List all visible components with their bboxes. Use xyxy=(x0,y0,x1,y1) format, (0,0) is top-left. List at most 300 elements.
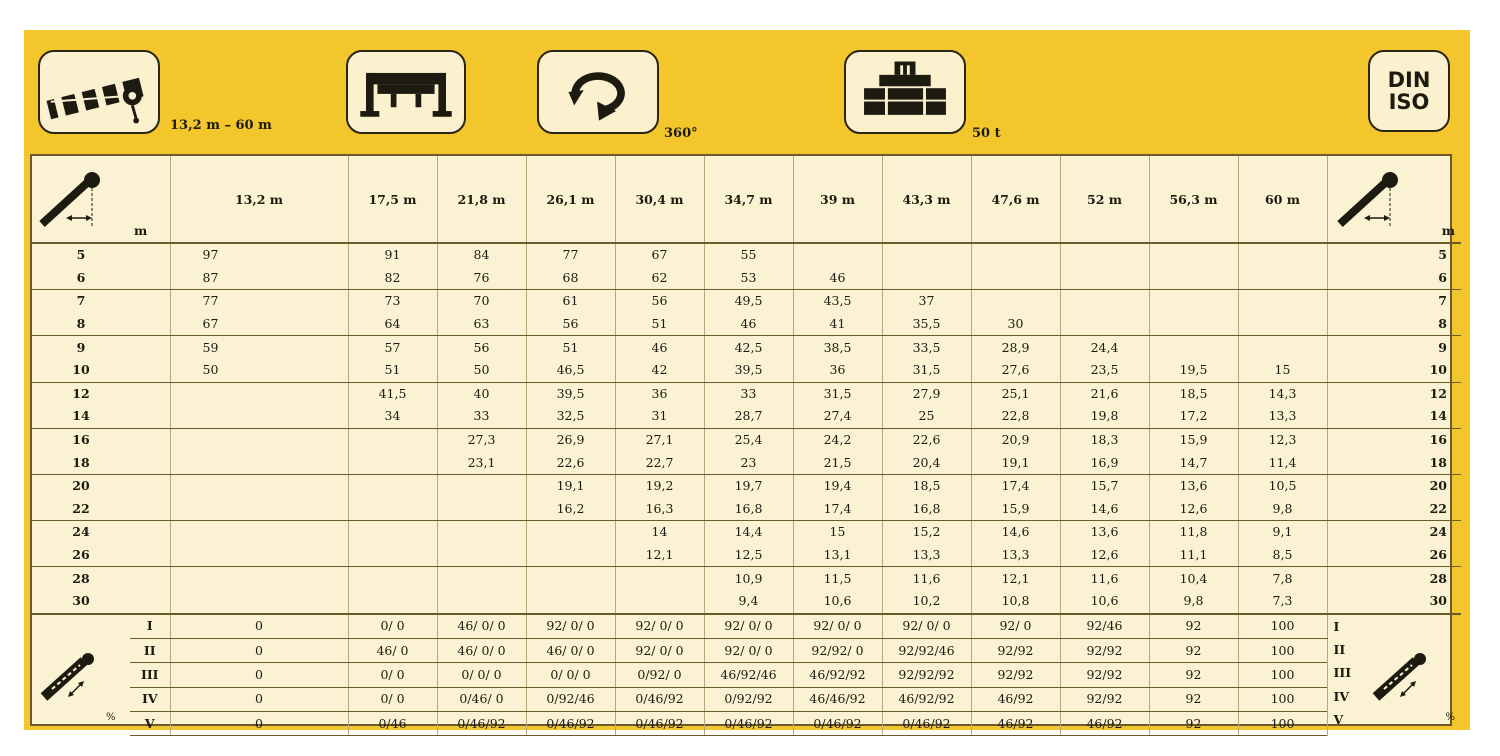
load-value-cell xyxy=(437,544,526,567)
load-value-cell: 17,2 xyxy=(1149,405,1238,428)
load-value-cell: 76 xyxy=(437,267,526,290)
load-value-cell: 14,6 xyxy=(971,521,1060,544)
telescoping-value-cell: 46/92 xyxy=(1060,712,1149,736)
boom-length-header: 21,8 m xyxy=(437,156,526,243)
load-value-cell: 11,1 xyxy=(1149,544,1238,567)
load-value-cell: 13,3 xyxy=(971,544,1060,567)
load-value-cell: 15,9 xyxy=(1149,428,1238,451)
load-value-cell: 10,8 xyxy=(971,590,1060,614)
load-value-cell: 11,6 xyxy=(882,567,971,590)
telescoping-value-cell: 46/ 0/ 0 xyxy=(437,614,526,639)
load-value-cell xyxy=(526,590,615,614)
load-value-cell xyxy=(170,544,348,567)
load-value-cell: 42,5 xyxy=(704,336,793,359)
telescoping-value-cell: 0 xyxy=(170,663,348,687)
load-value-cell: 22,6 xyxy=(882,428,971,451)
load-value-cell: 46 xyxy=(704,313,793,336)
load-value-cell xyxy=(1238,336,1327,359)
load-value-cell: 24,2 xyxy=(793,428,882,451)
telescoping-value-cell: 46/92 xyxy=(971,712,1060,736)
load-value-cell: 11,5 xyxy=(793,567,882,590)
boom-length-header: 26,1 m xyxy=(526,156,615,243)
load-row xyxy=(32,405,1461,428)
load-value-cell: 50 xyxy=(437,359,526,382)
load-value-cell: 13,3 xyxy=(882,544,971,567)
telescoping-value-cell: 0 xyxy=(170,614,348,639)
radius-cell-right: 7 xyxy=(1327,290,1461,313)
telescoping-value-cell: 100 xyxy=(1238,614,1327,639)
load-value-cell: 36 xyxy=(793,359,882,382)
load-row xyxy=(32,267,1461,290)
telescoping-value-cell: 92/ 0/ 0 xyxy=(615,638,704,662)
load-value-cell xyxy=(348,474,437,497)
boom-length-header: 34,7 m xyxy=(704,156,793,243)
load-value-cell: 9,1 xyxy=(1238,521,1327,544)
load-value-cell: 20,9 xyxy=(971,428,1060,451)
radius-column-header-right xyxy=(1327,156,1461,243)
load-value-cell: 16,2 xyxy=(526,498,615,521)
load-value-cell: 21,6 xyxy=(1060,382,1149,405)
iso-text: ISO xyxy=(1388,90,1430,114)
load-value-cell xyxy=(170,590,348,614)
load-value-cell xyxy=(1149,336,1238,359)
load-value-cell: 56 xyxy=(526,313,615,336)
load-value-cell: 18,5 xyxy=(1149,382,1238,405)
load-value-cell: 13,6 xyxy=(1149,474,1238,497)
telescoping-value-cell: 92/ 0/ 0 xyxy=(615,614,704,639)
radius-cell-right: 18 xyxy=(1327,451,1461,474)
load-value-cell: 12,5 xyxy=(704,544,793,567)
load-value-cell: 68 xyxy=(526,267,615,290)
telescoping-row xyxy=(32,712,1461,736)
load-value-cell: 57 xyxy=(348,336,437,359)
spacer-cell xyxy=(130,590,170,614)
telescope-stage-label-right: II xyxy=(1333,641,1346,657)
load-value-cell xyxy=(882,267,971,290)
load-value-cell: 19,1 xyxy=(526,474,615,497)
load-value-cell: 12,1 xyxy=(615,544,704,567)
load-value-cell: 23 xyxy=(704,451,793,474)
load-value-cell: 40 xyxy=(437,382,526,405)
load-value-cell: 7,3 xyxy=(1238,590,1327,614)
radius-cell: 24 xyxy=(72,524,90,540)
radius-cell: 12 xyxy=(72,385,90,401)
telescope-stage-label-right: III xyxy=(1333,665,1352,681)
load-value-cell xyxy=(437,567,526,590)
boom-length-header: 60 m xyxy=(1238,156,1327,243)
load-value-cell xyxy=(971,290,1060,313)
load-value-cell xyxy=(1149,313,1238,336)
load-value-cell: 16,8 xyxy=(704,498,793,521)
telescoping-value-cell: 92/92/92 xyxy=(882,663,971,687)
load-value-cell: 14,3 xyxy=(1238,382,1327,405)
spacer-cell xyxy=(130,428,170,451)
spacer-cell xyxy=(130,567,170,590)
radius-unit-label: m xyxy=(134,223,148,238)
load-row xyxy=(32,243,1461,267)
spacer-cell xyxy=(130,474,170,497)
telescoping-value-cell: 0/46/92 xyxy=(704,712,793,736)
load-chart xyxy=(24,30,1470,730)
spacer-cell xyxy=(130,243,170,267)
load-value-cell: 63 xyxy=(437,313,526,336)
load-row xyxy=(32,382,1461,405)
load-value-cell: 28,7 xyxy=(704,405,793,428)
telescoping-value-cell: 0 xyxy=(170,712,348,736)
load-value-cell xyxy=(1060,243,1149,267)
boom-length-header: 17,5 m xyxy=(348,156,437,243)
telescoping-value-cell: 92/46 xyxy=(1060,614,1149,639)
telescoping-row xyxy=(32,638,1461,662)
load-value-cell: 15 xyxy=(793,521,882,544)
radius-cell: 26 xyxy=(32,544,130,567)
load-value-cell: 43,5 xyxy=(793,290,882,313)
load-value-cell: 21,5 xyxy=(793,451,882,474)
load-value-cell xyxy=(1149,243,1238,267)
load-value-cell: 15,9 xyxy=(971,498,1060,521)
radius-cell-right: 26 xyxy=(1327,544,1461,567)
load-value-cell: 12,1 xyxy=(971,567,1060,590)
load-value-cell: 22,6 xyxy=(526,451,615,474)
load-value-cell: 14,4 xyxy=(704,521,793,544)
radius-cell-right: 14 xyxy=(1327,405,1461,428)
telescoping-value-cell: 92/ 0/ 0 xyxy=(793,614,882,639)
load-value-cell: 31,5 xyxy=(882,359,971,382)
load-value-cell: 19,1 xyxy=(971,451,1060,474)
radius-cell-right: 6 xyxy=(1327,267,1461,290)
load-value-cell: 46,5 xyxy=(526,359,615,382)
boom-length-header: 13,2 m xyxy=(170,156,348,243)
load-value-cell: 11,4 xyxy=(1238,451,1327,474)
load-value-cell xyxy=(348,428,437,451)
load-value-cell: 9,8 xyxy=(1149,590,1238,614)
telescoping-value-cell: 0/ 0/ 0 xyxy=(437,663,526,687)
load-chart-table-panel xyxy=(30,154,1455,731)
load-value-cell xyxy=(348,567,437,590)
load-value-cell: 17,4 xyxy=(793,498,882,521)
slewing-angle: 360° xyxy=(664,126,698,141)
telescoping-icon-cell-right xyxy=(1327,614,1461,736)
load-value-cell: 8,5 xyxy=(1238,544,1327,567)
load-value-cell: 39,5 xyxy=(704,359,793,382)
radius-cell: 8 xyxy=(32,313,130,336)
telescoping-value-cell: 92 xyxy=(1149,687,1238,711)
telescoping-value-cell: 100 xyxy=(1238,663,1327,687)
load-value-cell: 19,4 xyxy=(793,474,882,497)
telescoping-value-cell: 46/ 0 xyxy=(348,638,437,662)
load-value-cell: 9,8 xyxy=(1238,498,1327,521)
load-value-cell: 37 xyxy=(882,290,971,313)
telescoping-value-cell: 46/ 0/ 0 xyxy=(437,638,526,662)
radius-column-header xyxy=(32,156,170,243)
load-value-cell: 67 xyxy=(615,243,704,267)
spacer-cell xyxy=(130,382,170,405)
load-value-cell: 70 xyxy=(437,290,526,313)
load-row xyxy=(32,474,1461,497)
load-row xyxy=(32,521,1461,544)
load-value-cell: 19,7 xyxy=(704,474,793,497)
telescoping-value-cell: 0/92/92 xyxy=(704,687,793,711)
telescoping-value-cell: 0 xyxy=(170,638,348,662)
din-text: DIN xyxy=(1387,68,1431,92)
load-value-cell: 12,3 xyxy=(1238,428,1327,451)
load-value-cell xyxy=(882,243,971,267)
telescoping-row xyxy=(32,687,1461,711)
load-value-cell: 35,5 xyxy=(882,313,971,336)
spacer-cell xyxy=(130,336,170,359)
load-value-cell xyxy=(348,521,437,544)
load-value-cell: 10,2 xyxy=(882,590,971,614)
radius-cell: 14 xyxy=(32,405,130,428)
load-value-cell: 39,5 xyxy=(526,382,615,405)
load-value-cell: 97 xyxy=(170,243,348,267)
load-value-cell: 51 xyxy=(348,359,437,382)
boom-length-header: 47,6 m xyxy=(971,156,1060,243)
load-value-cell xyxy=(1238,313,1327,336)
telescoping-value-cell: 92 xyxy=(1149,638,1238,662)
radius-cell: 10 xyxy=(32,359,130,382)
load-value-cell: 84 xyxy=(437,243,526,267)
load-value-cell xyxy=(1149,290,1238,313)
boom-radius-icon xyxy=(38,168,108,231)
load-value-cell: 22,7 xyxy=(615,451,704,474)
telescoping-value-cell: 92 xyxy=(1149,614,1238,639)
load-value-cell: 20,4 xyxy=(882,451,971,474)
telescope-stage-label-right: V xyxy=(1333,712,1344,728)
load-value-cell: 77 xyxy=(170,290,348,313)
telescoping-value-cell: 0/ 0 xyxy=(348,687,437,711)
load-value-cell xyxy=(170,521,348,544)
spacer-cell xyxy=(130,359,170,382)
load-value-cell: 34 xyxy=(348,405,437,428)
load-value-cell: 62 xyxy=(615,267,704,290)
load-value-cell: 33 xyxy=(704,382,793,405)
load-value-cell: 15 xyxy=(1238,359,1327,382)
load-value-cell: 10,5 xyxy=(1238,474,1327,497)
load-value-cell: 31,5 xyxy=(793,382,882,405)
radius-cell-right: 8 xyxy=(1327,313,1461,336)
load-value-cell xyxy=(1060,290,1149,313)
load-value-cell: 36 xyxy=(615,382,704,405)
spacer-cell xyxy=(130,451,170,474)
telescoping-value-cell: 92/ 0/ 0 xyxy=(882,614,971,639)
boom-length-header: 39 m xyxy=(793,156,882,243)
telescoping-value-cell: 92/92 xyxy=(1060,687,1149,711)
radius-cell: 20 xyxy=(72,478,90,494)
load-value-cell: 13,1 xyxy=(793,544,882,567)
load-value-cell: 12,6 xyxy=(1060,544,1149,567)
radius-cell: 6 xyxy=(32,267,130,290)
load-value-cell: 51 xyxy=(615,313,704,336)
load-value-cell: 10,6 xyxy=(1060,590,1149,614)
load-row xyxy=(32,567,1461,590)
telescoping-value-cell: 92/92/46 xyxy=(882,638,971,662)
load-value-cell xyxy=(348,451,437,474)
load-row xyxy=(32,544,1461,567)
load-value-cell: 27,6 xyxy=(971,359,1060,382)
load-value-cell xyxy=(971,243,1060,267)
telescope-stage-label: II xyxy=(130,638,170,662)
load-value-cell xyxy=(170,567,348,590)
load-row xyxy=(32,451,1461,474)
load-value-cell: 7,8 xyxy=(1238,567,1327,590)
telescoping-value-cell: 46/92/92 xyxy=(882,687,971,711)
load-value-cell: 23,1 xyxy=(437,451,526,474)
load-value-cell: 23,5 xyxy=(1060,359,1149,382)
load-value-cell: 64 xyxy=(348,313,437,336)
telescoping-value-cell: 92/ 0 xyxy=(971,614,1060,639)
radius-cell-right: 30 xyxy=(1327,590,1461,614)
telescoping-value-cell: 92/ 0/ 0 xyxy=(704,638,793,662)
load-value-cell: 10,6 xyxy=(793,590,882,614)
telescoping-value-cell: 0/ 0/ 0 xyxy=(526,663,615,687)
radius-cell-right: 10 xyxy=(1327,359,1461,382)
load-value-cell: 41,5 xyxy=(348,382,437,405)
load-value-cell: 11,8 xyxy=(1149,521,1238,544)
telescoping-value-cell: 92/92 xyxy=(1060,638,1149,662)
telescopic-boom-icon xyxy=(38,50,160,134)
telescoping-value-cell: 0/46/92 xyxy=(526,712,615,736)
radius-unit-label: m xyxy=(1441,223,1455,238)
load-row xyxy=(32,290,1461,313)
spacer-cell xyxy=(130,521,170,544)
load-value-cell: 32,5 xyxy=(526,405,615,428)
radius-cell: 7 xyxy=(76,293,86,309)
radius-cell-right: 16 xyxy=(1327,428,1461,451)
load-value-cell xyxy=(1238,290,1327,313)
spacer-cell xyxy=(130,290,170,313)
load-value-cell: 15,7 xyxy=(1060,474,1149,497)
spacer-cell xyxy=(130,313,170,336)
spacer-cell xyxy=(130,544,170,567)
telescoping-value-cell: 0/46 xyxy=(348,712,437,736)
load-value-cell: 16,9 xyxy=(1060,451,1149,474)
boom-length-header: 43,3 m xyxy=(882,156,971,243)
load-value-cell: 14,6 xyxy=(1060,498,1149,521)
telescoping-value-cell: 0/ 0 xyxy=(348,614,437,639)
load-value-cell xyxy=(793,243,882,267)
telescoping-value-cell: 100 xyxy=(1238,638,1327,662)
load-chart-table xyxy=(32,156,1461,736)
load-value-cell xyxy=(348,498,437,521)
telescope-stage-label: IV xyxy=(130,687,170,711)
load-row xyxy=(32,498,1461,521)
telescoping-row xyxy=(32,614,1461,639)
load-value-cell: 27,9 xyxy=(882,382,971,405)
load-value-cell: 50 xyxy=(170,359,348,382)
load-value-cell xyxy=(348,544,437,567)
load-value-cell: 46 xyxy=(793,267,882,290)
load-value-cell: 73 xyxy=(348,290,437,313)
telescoping-value-cell: 0/ 0 xyxy=(348,663,437,687)
load-value-cell: 27,3 xyxy=(437,428,526,451)
counterweight-value: 50 t xyxy=(972,126,1001,141)
radius-cell: 9 xyxy=(76,339,86,355)
radius-cell: 22 xyxy=(32,498,130,521)
telescoping-boom-icon xyxy=(1372,649,1436,708)
percent-label: % xyxy=(106,711,116,723)
outrigger-icon xyxy=(346,50,466,134)
load-row xyxy=(32,590,1461,614)
radius-cell-right: 5 xyxy=(1327,243,1461,267)
load-value-cell xyxy=(170,451,348,474)
load-value-cell: 19,2 xyxy=(615,474,704,497)
telescoping-value-cell: 92/92/ 0 xyxy=(793,638,882,662)
load-row xyxy=(32,428,1461,451)
load-value-cell xyxy=(170,405,348,428)
load-value-cell: 82 xyxy=(348,267,437,290)
radius-cell: 30 xyxy=(32,590,130,614)
telescope-stage-label: V xyxy=(130,712,170,736)
telescoping-value-cell: 46/46/92 xyxy=(793,687,882,711)
telescoping-value-cell: 46/ 0/ 0 xyxy=(526,638,615,662)
load-value-cell: 16,3 xyxy=(615,498,704,521)
load-value-cell: 25,1 xyxy=(971,382,1060,405)
telescoping-icon-cell xyxy=(32,614,130,736)
radius-cell-right: 20 xyxy=(1327,474,1461,497)
telescoping-row xyxy=(32,663,1461,687)
radius-cell-right: 24 xyxy=(1327,521,1461,544)
radius-cell-right: 12 xyxy=(1327,382,1461,405)
telescope-stage-label-right: IV xyxy=(1333,688,1350,704)
counterweight-icon xyxy=(844,50,966,134)
load-value-cell: 51 xyxy=(526,336,615,359)
load-value-cell: 59 xyxy=(170,336,348,359)
load-value-cell: 17,4 xyxy=(971,474,1060,497)
radius-cell-right: 9 xyxy=(1327,336,1461,359)
load-value-cell xyxy=(526,544,615,567)
load-value-cell xyxy=(437,474,526,497)
slewing-360-icon xyxy=(537,50,659,134)
load-value-cell: 31 xyxy=(615,405,704,428)
load-value-cell xyxy=(615,590,704,614)
load-value-cell: 22,8 xyxy=(971,405,1060,428)
telescoping-value-cell: 92/92 xyxy=(971,663,1060,687)
telescoping-value-cell: 0/92/46 xyxy=(526,687,615,711)
load-value-cell xyxy=(437,498,526,521)
load-value-cell: 18,5 xyxy=(882,474,971,497)
load-value-cell: 10,4 xyxy=(1149,567,1238,590)
telescoping-value-cell: 0/46/92 xyxy=(615,687,704,711)
telescoping-value-cell: 92 xyxy=(1149,712,1238,736)
load-value-cell: 67 xyxy=(170,313,348,336)
telescoping-value-cell: 92 xyxy=(1149,663,1238,687)
telescoping-value-cell: 92/ 0/ 0 xyxy=(526,614,615,639)
load-value-cell xyxy=(526,521,615,544)
telescoping-value-cell: 0/92/ 0 xyxy=(615,663,704,687)
telescoping-value-cell: 0 xyxy=(170,687,348,711)
load-value-cell xyxy=(170,428,348,451)
load-value-cell xyxy=(170,382,348,405)
load-value-cell: 25 xyxy=(882,405,971,428)
boom-length-header: 30,4 m xyxy=(615,156,704,243)
telescoping-value-cell: 0/46/92 xyxy=(615,712,704,736)
load-value-cell xyxy=(348,590,437,614)
telescoping-value-cell: 92/92 xyxy=(971,638,1060,662)
spacer-cell xyxy=(130,267,170,290)
load-value-cell: 28,9 xyxy=(971,336,1060,359)
radius-cell: 5 xyxy=(76,247,86,263)
load-value-cell xyxy=(1060,313,1149,336)
load-row xyxy=(32,359,1461,382)
telescoping-value-cell: 92/92 xyxy=(1060,663,1149,687)
load-value-cell: 27,4 xyxy=(793,405,882,428)
load-value-cell xyxy=(1238,243,1327,267)
load-value-cell: 19,8 xyxy=(1060,405,1149,428)
load-row xyxy=(32,336,1461,359)
telescoping-value-cell: 0/46/92 xyxy=(882,712,971,736)
load-value-cell: 41 xyxy=(793,313,882,336)
